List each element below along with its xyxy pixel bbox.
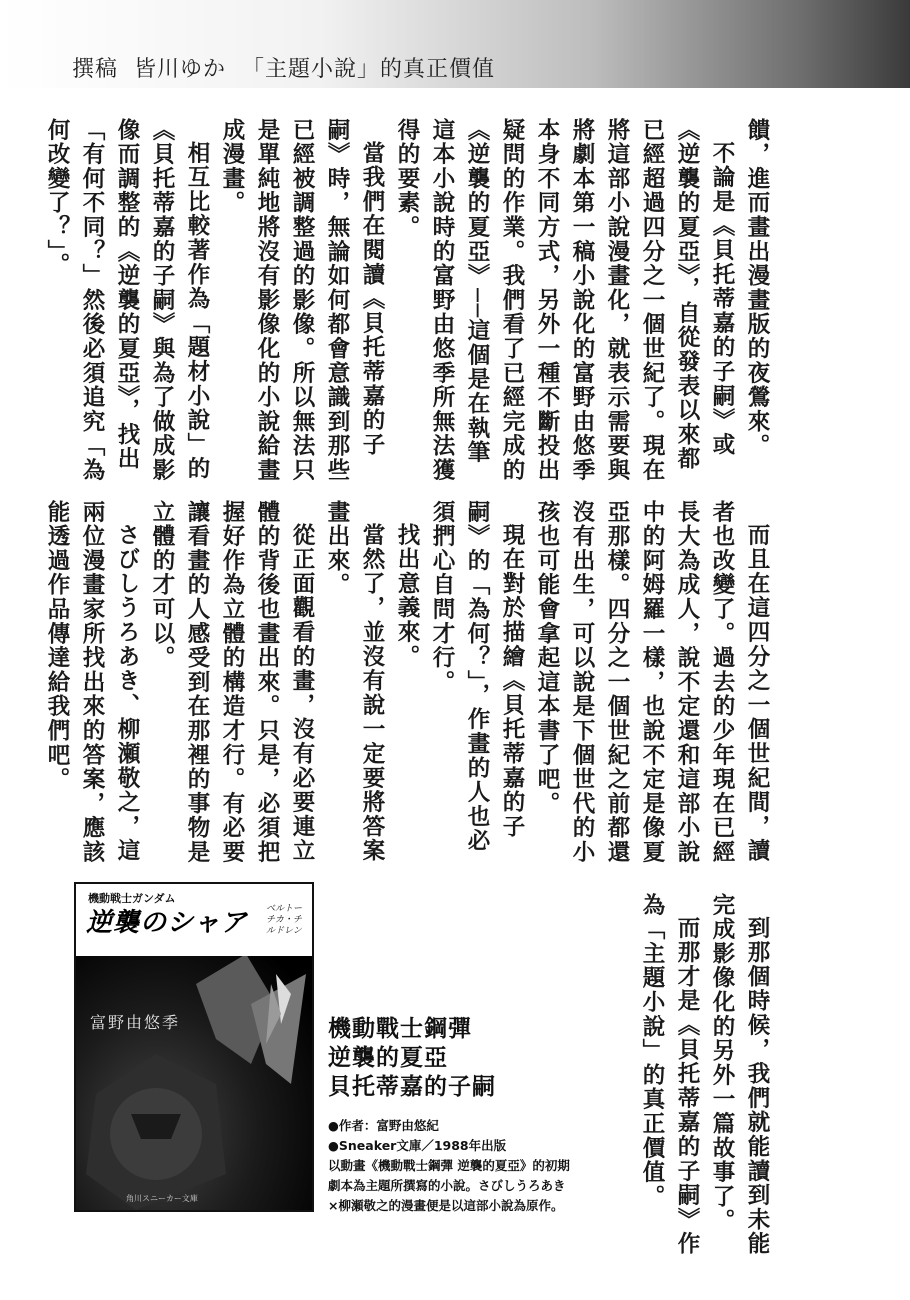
paragraph: 當我們在閱讀《貝托蒂嘉的子嗣》時，無論如何都會意識到那些已經被調整過的影像。所以無法只是單純地將沒有影像化的小說給畫成漫畫。 [219,118,385,483]
cover-artwork [76,944,312,1210]
header-author: 皆川ゆか [134,57,227,82]
cover-title: 逆襲のシャア [86,908,248,938]
cover-series: 機動戦士ガンダム [88,892,176,905]
cover-subtitle: ベルトーチカ・チルドレン [266,904,303,936]
book-title-line-2: 逆襲的夏亞 [328,1045,448,1071]
text-block-top [39,118,774,483]
header-title: 「主題小說」的真正價值 [242,57,496,82]
paragraph: 當然了，並沒有說一定要將答案畫出來。 [324,500,385,863]
book-title-line-1: 機動戰士鋼彈 [328,1016,472,1042]
paragraph: 不論是《貝托蒂嘉的子嗣》或《逆襲的夏亞》，自從發表以來都已經超過四分之一個世紀了。現在將這部小說漫畫化，就表示需要與將劇本第一稿小說化的富野由悠季本身不同方式，另外一種不斷投出疑問的作業。我們看了已經完成的《逆襲的夏亞》──這個是在執筆這本小說時的富野由悠季所無法獲得的要素。 [394,118,735,483]
paragraph: 饋，進而畫出漫畫版的夜鶯來。 [744,118,770,459]
book-title-line-3: 貝托蒂嘉的子嗣 [328,1074,496,1100]
header-text [72,52,495,83]
book-author-line: ●作者：富野由悠紀 [328,1118,439,1133]
paragraph: 從正面觀看的畫，沒有必要連立體的背後也畫出來。只是，必須把握好作為立體的構造才行。有必要讓看畫的人感受到在那裡的事物是立體的才可以。 [149,500,315,865]
paragraph: 到那個時候，我們就能讀到未能完成影像化的另外一篇故事了。 [709,893,770,1256]
book-description-2: 劇本為主題所撰寫的小說。さびしうろあき [328,1178,566,1193]
book-description-1: 以動畫《機動戰士鋼彈 逆襲的夏亞》的初期 [328,1158,570,1173]
cover-publisher: 角川スニーカー文庫 [126,1194,198,1203]
paragraph: さびしうろあき、柳瀬敬之，這兩位漫畫家所找出來的答案，應該能透過作品傳達給我們吧。 [44,500,140,865]
mobile-suit-illustration [76,944,312,1210]
book-publisher-line: ●Sneaker文庫／1988年出版 [328,1138,507,1153]
book-cover-image [74,882,314,1212]
cover-author: 富野由悠季 [90,1013,181,1032]
paragraph: 找出意義來。 [394,522,420,669]
paragraph: 而那才是《貝托蒂嘉的子嗣》作為「主題小說」的真正價值。 [639,893,700,1256]
text-block-middle [39,500,774,870]
book-info [328,1015,628,1216]
paragraph: 而且在這四分之一個世紀間，讀者也改變了。過去的少年現在已經長大為成人，說不定還和這部小說中的阿姆羅一樣，也說不定是像夏亞那樣。四分之一個世紀之前都還沒有出生，可以說是下個世代的小孩也可能會拿起這本書了吧。 [534,500,770,865]
paragraph: 相互比較著作為「題材小說」的《貝托蒂嘉的子嗣》與為了做成影像而調整的《逆襲的夏亞》，找出「有何不同？」然後必須追究「為何改變了？」。 [44,118,210,483]
cover-title-band [76,884,312,956]
book-description-3: ×柳瀬敬之的漫畫便是以這部小說為原作。 [328,1198,564,1213]
header-role: 撰稿 [72,57,119,82]
page-header [0,0,910,88]
text-block-bottom [634,893,774,1273]
paragraph: 現在對於描繪《貝托蒂嘉的子嗣》的「為何？」，作畫的人也必須捫心自問才行。 [429,500,525,854]
